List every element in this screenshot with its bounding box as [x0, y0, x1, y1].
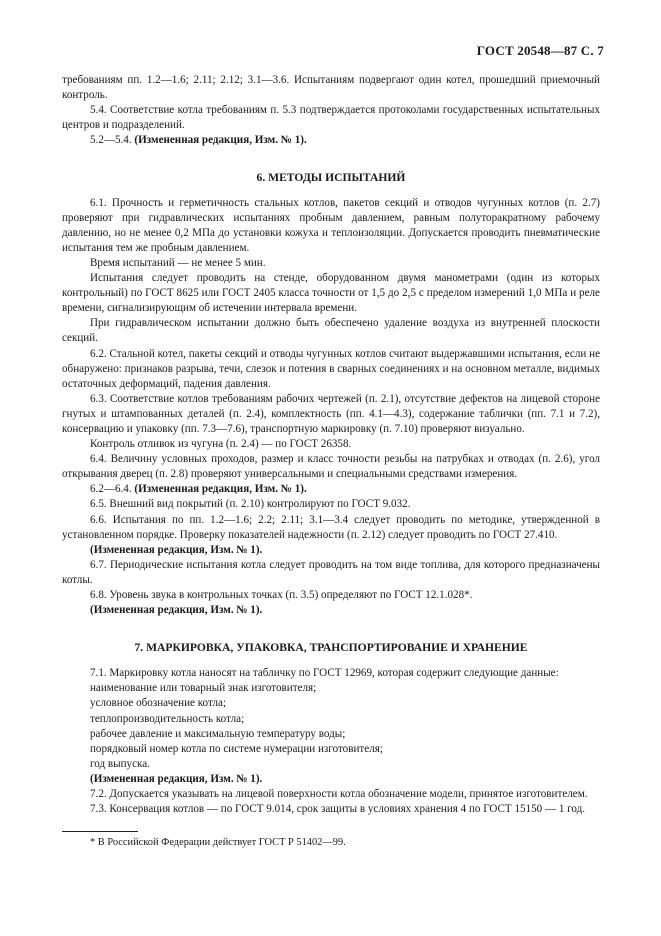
list-item: условное обозначение котла;	[90, 697, 227, 710]
amend-note: (Измененная редакция, Изм. № 1).	[134, 134, 307, 147]
para-6-2: 6.2. Стальной котел, пакеты секций и отводы чугунных котлов считают выдержавшими испытания, если не обнаружено: признаков разрыва, течи, слезок и потения в сварных соединениях и на основном металле, видимых остаточных деформаций, падения давления.	[62, 347, 600, 390]
section-6-heading: 6. МЕТОДЫ ИСПЫТАНИЙ	[256, 171, 406, 185]
page-header: ГОСТ 20548—87 С. 7	[476, 43, 604, 58]
amend-note: (Измененная редакция, Изм. № 1).	[134, 483, 307, 496]
para-6-8: 6.8. Уровень звука в контрольных точках (п. 3.5) определяют по ГОСТ 12.1.028*.	[90, 589, 473, 601]
para-7-2: 7.2. Допускается указывать на лицевой поверхности котла обозначение модели, принятое изготовителем.	[90, 788, 588, 801]
para-6-3-castings: Контроль отливок из чугуна (п. 2.4) — по ГОСТ 26358.	[90, 438, 352, 451]
section-7-heading: 7. МАРКИРОВКА, УПАКОВКА, ТРАНСПОРТИРОВАНИЕ И ХРАНЕНИЕ	[134, 641, 528, 655]
amend-number: 6.2—6.4.	[90, 483, 132, 496]
para-6-1: 6.1. Прочность и герметичность стальных котлов, пакетов секций и отводов чугунных котлов (п. 2.7) проверяют при гидравлических испытаниях пробным давлением, равным полуторакратному рабочему давлению, но не менее 0,2 МПа до установки кожуха и теплоизоляции. Допускается проводить пневматические испытания тем же пробным давлением.	[62, 196, 600, 254]
para-7-1-amend: (Измененная редакция, Изм. № 1).	[90, 772, 263, 785]
para-7-1: 7.1. Маркировку котла наносят на табличку по ГОСТ 12969, которая содержит следующие данные:	[90, 667, 559, 680]
para-6-1-stand: Испытания следует проводить на стенде, оборудованном двумя манометрами (один из которых контрольный) по ГОСТ 8625 или ГОСТ 2405 класса точности от 1,5 до 2,5 с пределом измерений 1,0 МПа и реле времени, сигнализирующим об истечении интервала времени.	[62, 272, 600, 315]
para-7-3: 7.3. Консервация котлов — по ГОСТ 9.014, срок защиты в условиях хранения 4 по ГОСТ 15150 — 1 год.	[90, 803, 586, 816]
para-6-3: 6.3. Соответствие котлов требованиям рабочих чертежей (п. 2.1), отсутствие дефектов на лицевой стороне гнутых и штампованных деталей (п. 2.4), комплектность (пп. 4.1—4.3), содержание таблички (пп. 7.1 и 7.2), консервацию и упаковку (пп. 7.3—7.6), транспортную маркировку (п. 7.10) проверяют визуально.	[62, 392, 600, 435]
para-6-1-time: Время испытаний — не менее 5 мин.	[90, 256, 266, 269]
footnote-divider	[62, 831, 138, 832]
sec5-continuation: требованиям пп. 1.2—1.6; 2.11; 2.12; 3.1—3.6. Испытаниям подвергают один котел, прошедший приемочный контроль.	[62, 74, 600, 102]
para-5-4: 5.4. Соответствие котла требованиям п. 5.3 подтверждается протоколами государственных испытательных центров и подразделений.	[62, 104, 600, 132]
para-6-7: 6.7. Периодические испытания котла следует проводить на том виде топлива, для которого предназначены котлы.	[62, 558, 600, 586]
list-item: порядковый номер котла по системе нумерации изготовителя;	[90, 742, 383, 755]
list-item: год выпуска.	[90, 757, 150, 770]
para-5-2-5-4-amend	[62, 133, 600, 148]
para-6-6: 6.6. Испытания по пп. 1.2—1.6; 2.2; 2.11; 3.1—3.4 следует проводить по методике, утвержденной в установленном порядке. Проверку показателей надежности (п. 2.12) следует проводить по ГОСТ 27.410.	[62, 513, 600, 541]
para-6-6-amend: (Измененная редакция, Изм. № 1).	[90, 543, 263, 556]
document-body	[62, 73, 600, 850]
para-6-8-amend: (Измененная редакция, Изм. № 1).	[90, 604, 263, 617]
footnote: * В Российской Федерации действует ГОСТ Р 51402—99.	[90, 837, 346, 849]
para-6-1-air: При гидравлическом испытании должно быть обеспечено удаление воздуха из внутренней плоскости секций.	[62, 317, 600, 345]
list-item: рабочее давление и максимальную температуру воды;	[90, 727, 346, 740]
para-6-2-6-4-amend	[62, 482, 600, 497]
list-item: наименование или товарный знак изготовителя;	[90, 682, 317, 695]
list-item: теплопроизводительность котла;	[90, 712, 245, 725]
para-6-4: 6.4. Величину условных проходов, размер и класс точности резьбы на патрубках и отводах (п. 2.6), угол открывания дверец (п. 2.8) проверяют универсальными и специальными средствами измерения.	[62, 453, 600, 481]
amend-number: 5.2—5.4.	[90, 134, 132, 147]
para-6-5: 6.5. Внешний вид покрытий (п. 2.10) контролируют по ГОСТ 9.032.	[90, 498, 411, 511]
